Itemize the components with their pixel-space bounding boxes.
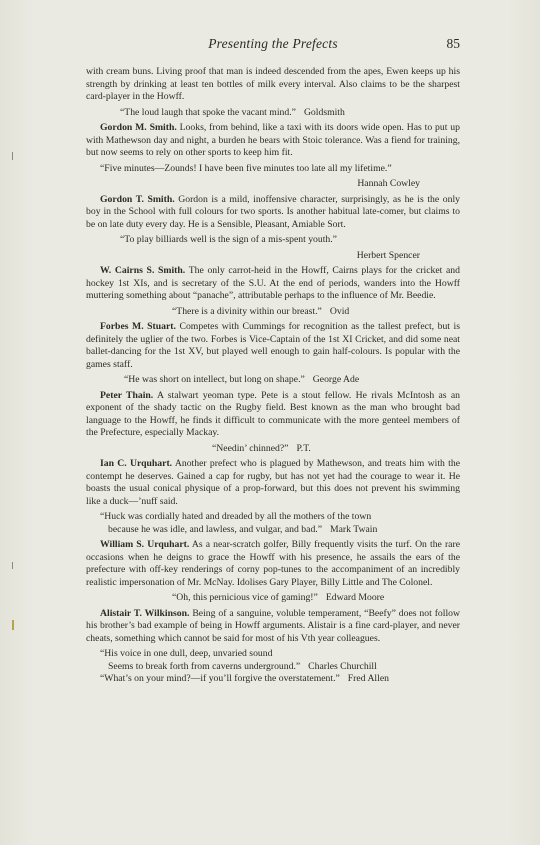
prefect-name: W. Cairns S. Smith. [100, 265, 186, 276]
page-header [86, 36, 460, 56]
scan-mark [12, 620, 14, 630]
quote-text: “To play billiards well is the sign of a mis-spent youth.” [120, 234, 337, 245]
quote-author: George Ade [312, 374, 360, 385]
prefect-name: Forbes M. Stuart. [100, 321, 176, 332]
entry-text: As a near-scratch golfer, Billy frequently visits the turf. On the rare occasions when he deigns to grace the Howff with his presence, he assails the ears of the prefecture with off-key renderings of corny pop-tunes to the accompaniment of an incredibly realistic impersonation of Mr. McNay. Idolises Gary Player, Billy Little and The Colonel. [86, 539, 461, 588]
scan-mark [12, 152, 13, 160]
quote-text: “There is a divinity within our breast.” [172, 305, 322, 317]
prefect-entry [86, 608, 460, 646]
prefect-entry [86, 194, 460, 232]
quote-line: “His voice in one dull, deep, unvaried sound [100, 648, 273, 659]
running-title: Presenting the Prefects [208, 36, 338, 51]
prefect-name: Gordon T. Smith. [100, 193, 175, 205]
quote-text: “Needin’ chinned?” [212, 442, 289, 454]
prefect-entry [86, 539, 460, 589]
quote-author: Fred Allen [347, 673, 389, 684]
quote-author: Ovid [329, 305, 350, 317]
quote-line [86, 673, 460, 686]
entry-text: A stalwart yeoman type. Pete is a stout fellow. He rivals McIntosh as an exponent of the shady tactic on the Rugby field. Best known as the man who brought bad language to the Howff, he finds it difficult to communicate with the more genteel members of the Prefecture, especially Mackay. [86, 389, 461, 438]
entry-text: Gordon is a mild, inoffensive character, surprisingly, as he is the only boy in the School with full colours for two sports. Is another habitual late-comer, but claims to be on late duty every day. He is a Sensible, Pleasant, Amiable Sort. [86, 193, 460, 230]
quote-author: Charles Churchill [308, 660, 377, 672]
quote [86, 163, 460, 176]
prefect-name: Alistair T. Wilkinson. [100, 607, 190, 619]
quote-text: because he was idle, and lawless, and vulgar, and bad.” [108, 523, 323, 535]
prefect-entry [86, 265, 460, 303]
quote [86, 306, 460, 319]
quote-text: “What’s on your mind?—if you’ll forgive the overstatement.” [100, 673, 340, 684]
quote [86, 592, 460, 605]
quote-author: Herbert Spencer [356, 249, 420, 261]
prefect-name: Peter Thain. [100, 389, 154, 401]
prefect-entry [86, 390, 460, 440]
prefect-entry [86, 321, 460, 371]
entry-text: The only carrot-heid in the Howff, Cairns plays for the cricket and hockey 1st XIs, and is secretary of the S.U. At the end of periods, wanders into the Howff muttering something about “panache”, attributable perhaps to the influence of Mr. Beedie. [86, 265, 460, 301]
quote-line: “Huck was cordially hated and dreaded by all the mothers of the town [100, 511, 372, 522]
quote-author: Edward Moore [325, 592, 385, 603]
quote-author: P.T. [296, 442, 311, 454]
entry-text: Competes with Cummings for recognition as the tallest prefect, but is definitely the uglier of the two. Forbes is Vice-Captain of the 1st XI Cricket, and did some neat ballet-dancing for the 1st XV, but played well enough to gain half-colours. Is popular with the games staff. [86, 321, 460, 370]
prefect-name: William S. Urquhart. [100, 539, 190, 550]
quote [86, 234, 460, 247]
prefect-name: Ian C. Urquhart. [100, 458, 173, 469]
prefect-name: Gordon M. Smith. [100, 122, 177, 133]
quote [86, 374, 460, 387]
quote [86, 107, 460, 120]
quote-line [86, 661, 460, 674]
quote-text: “He was short on intellect, but long on shape.” [124, 374, 305, 385]
prefect-entry [86, 458, 460, 508]
quote-text: “The loud laugh that spoke the vacant mind.” [120, 106, 296, 118]
entry-text: with cream buns. Living proof that man is indeed descended from the apes, Ewen keeps up his strength by drinking at least ten bottles of milk every interval. Also claims to be the sharpest card-player in the Howff. [86, 66, 460, 102]
quote-text: “Five minutes—Zounds! I have been five minutes too late all my lifetime.” [100, 162, 392, 174]
quote [86, 511, 460, 536]
entry-text: Looks, from behind, like a taxi with its doors wide open. Has to put up with Mathewson day and night, a burden he bears with Stoic tolerance. Was a fiend for training, but now seems to rely on other sports to keep him fit. [86, 122, 460, 158]
entry-text: Another prefect who is plagued by Mathewson, and treats him with the contempt he deserves. Gained a cap for rugby, but has not yet had the courage to wear it. He boasts the usual conical physique of a prop-forward, but this does not prevent his swimming like a duck—’nuff said. [86, 458, 460, 507]
quote [86, 443, 460, 456]
quote [86, 648, 460, 686]
page-number: 85 [446, 36, 460, 51]
scan-mark [12, 562, 13, 569]
entry-text: Being of a sanguine, voluble temperament, “Beefy” does not follow his brother’s bad example of being in Howff arguments. Alistair is a fine card-player, and never cheats, something which cannot be said for most of his Vth year colleagues. [86, 607, 460, 644]
quote-author: Mark Twain [330, 523, 378, 535]
quote-line [86, 524, 460, 537]
prefect-entry [86, 122, 460, 160]
quote-author: Goldsmith [303, 106, 345, 118]
quote-text: “Oh, this pernicious vice of gaming!” [172, 592, 318, 603]
quote-author: Hannah Cowley [357, 178, 420, 189]
body-text [86, 66, 460, 689]
quote-text: Seems to break forth from caverns underground.” [108, 660, 301, 672]
